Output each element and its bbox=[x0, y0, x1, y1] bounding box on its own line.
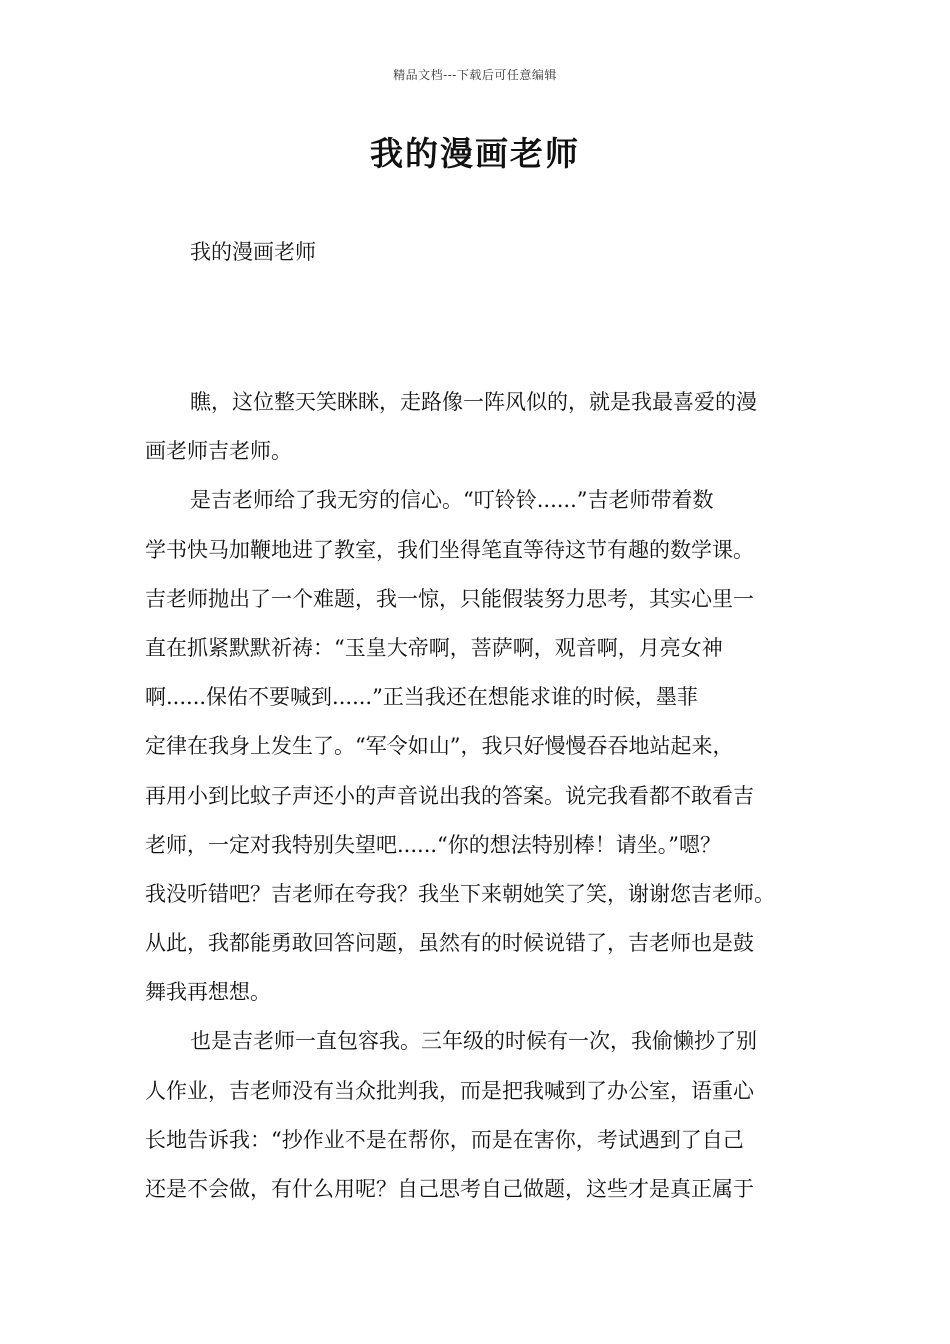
subtitle: 我的漫画老师 bbox=[190, 240, 316, 264]
text-line: 啊......保佑不要喊到......”正当我还在想能求谁的时候，墨菲 bbox=[145, 685, 698, 710]
document-title: 我的漫画老师 bbox=[370, 134, 580, 173]
text-line: 定律在我身上发生了。“军令如山”，我只好慢慢吞吞地站起来， bbox=[145, 734, 734, 759]
header-note: 精品文档---下载后可任意编辑 bbox=[393, 68, 557, 82]
text-line: 瞧，这位整天笑眯眯，走路像一阵风似的，就是我最喜爱的漫 bbox=[190, 390, 757, 414]
text-line: 从此，我都能勇敢回答问题，虽然有的时候说错了，吉老师也是鼓 bbox=[145, 931, 754, 956]
text-line: 也是吉老师一直包容我。三年级的时候有一次，我偷懒抄了别 bbox=[190, 1029, 757, 1054]
text-line: 画老师吉老师。 bbox=[145, 439, 292, 464]
text-line: 舞我再想想。 bbox=[145, 980, 271, 1005]
text-line: 人作业，吉老师没有当众批判我，而是把我喊到了办公室，语重心 bbox=[145, 1078, 754, 1103]
body-text bbox=[145, 378, 825, 1214]
text-line: 还是不会做，有什么用呢？自己思考自己做题，这些才是真正属于 bbox=[145, 1177, 754, 1201]
text-line: 是吉老师给了我无穷的信心。“叮铃铃......”吉老师带着数 bbox=[190, 488, 714, 513]
text-line: 直在抓紧默默祈祷：“玉皇大帝啊，菩萨啊，观音啊，月亮女神 bbox=[145, 635, 723, 660]
text-line: 长地告诉我：“抄作业不是在帮你，而是在害你，考试遇到了自己 bbox=[145, 1127, 744, 1152]
text-line: 吉老师抛出了一个难题，我一惊，只能假装努力思考，其实心里一 bbox=[145, 586, 754, 611]
text-line: 我没听错吧？吉老师在夸我？我坐下来朝她笑了笑，谢谢您吉老师。 bbox=[145, 881, 775, 906]
text-line: 学书快马加鞭地进了教室，我们坐得笔直等待这节有趣的数学课。 bbox=[145, 537, 754, 562]
text-line: 再用小到比蚊子声还小的声音说出我的答案。说完我看都不敢看吉 bbox=[145, 783, 754, 808]
text-line: 老师，一定对我特别失望吧......“你的想法特别棒！请坐。”嗯？ bbox=[145, 832, 722, 857]
